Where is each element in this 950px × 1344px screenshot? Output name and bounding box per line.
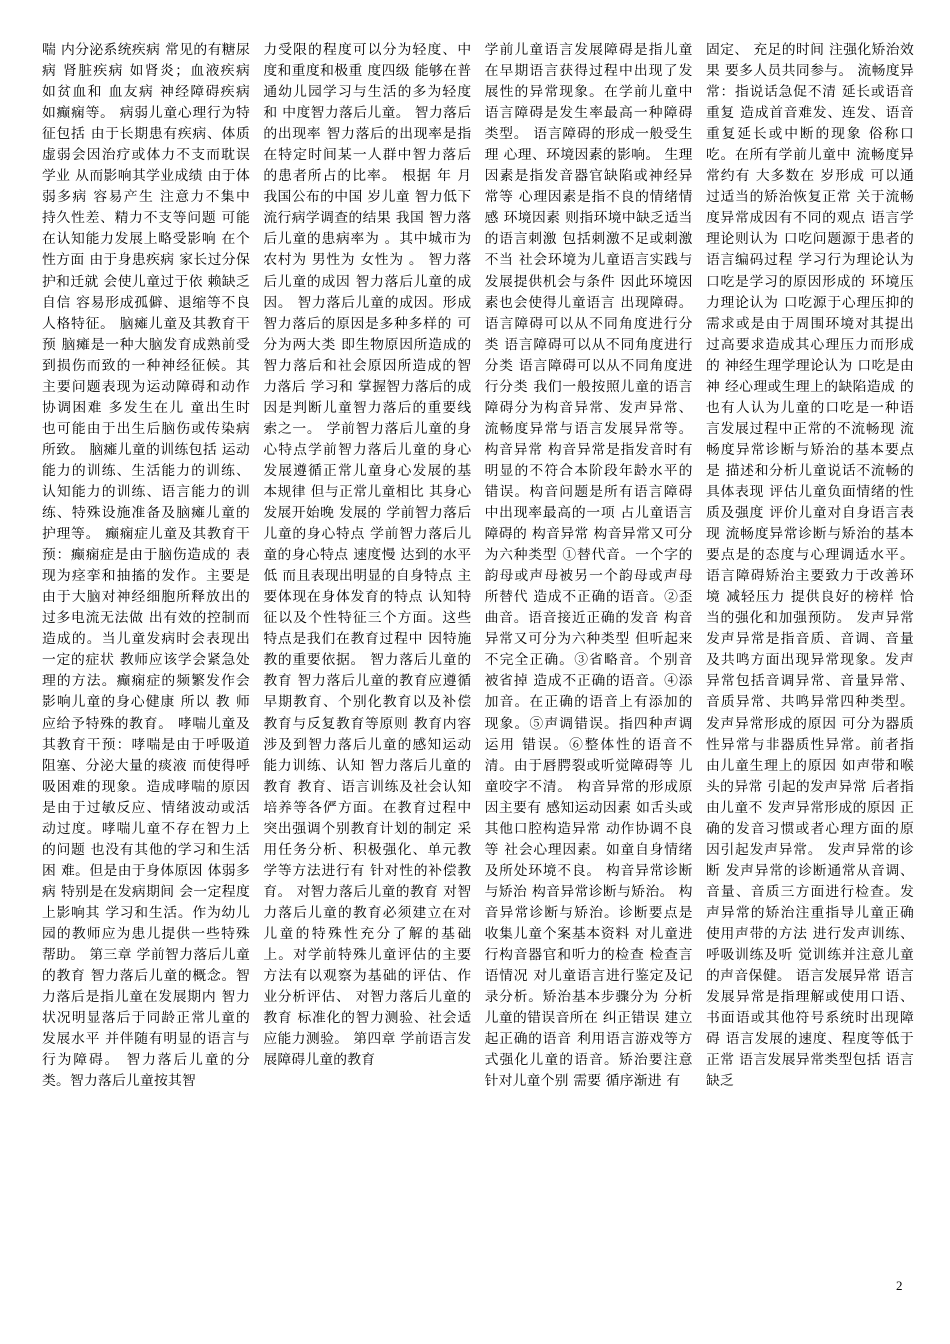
column-2: [263, 40, 471, 1240]
column-3: [485, 40, 693, 1240]
column-4-text: 固定、 充足的时间 注强化矫治效果 要多人员共同参与。 流畅度异常：指说话急促不清 延长或语音重复 造成首音难发、连发、语音重复延长或中断的现象 俗称口吃。在所有学前儿童中 流畅度异 常约有 大多数在 岁形成 可以通过适当的矫治恢复正常 关于流畅度异常成因有不同的观点 语言学理论则认为 口吃问题源于患者的语言编码过程 学习行为理论认为 口吃是学习的原因形成的 环境压力理论认为 口吃源于心理压抑的需求或是由于周围环境对其提出过高要求造成其心理压力而形成的 神经生理学理论认为 口吃是由神 经心理或生理上的缺陷造成 的 也有人认为儿童的口吃是一种语言发展过程中正常的不流畅现 流畅度异常诊断与矫治的基本要点是 描述和分析儿童说话不流畅的具体表现 评估儿童负面情绪的性质及强度 评价儿童对自身语言表现 流畅度异常诊断与矫治的基本要点是的态度与心理调适水平。语言障碍矫治主要致力于改善环境 减轻压力 提供良好的榜样 恰当的强化和加强预防。 发声异常 发声异常是指音质、音调、音量及共鸣方面出现异常现象。发声异常包括音调异常、音量异常、音质异常、共鸣异常四种类型。 发声异常形成的原因 可分为器质性异常与非器质性异常。前者指由儿童生理上的原因 如声带和喉头的异常 引起的发声异常 后者指由儿童不 发声异常形成的原因 正确的发音习惯或者心理方面的原因引起发声异常。 发声异常的诊断 发声异常的诊断通常从音调、音量、音质三方面进行检查。发声异常的矫治注重指导儿童正确使用声带的方法 进行发声训练、呼吸训练及听 觉训练并注意儿童的声音保健。 语言发展异常 语言发展异常是指理解或使用口语、书面语或其他符号系统时出现障碍 语言发展的速度、程度等低于正常 语言发展异常类型包括 语言缺乏: [705, 42, 914, 1090]
text-columns: [42, 40, 914, 1240]
column-3-text: 学前儿童语言发展障碍是指儿童在早期语言获得过程中出现了发展性的异常现象。在学前儿童中 语言障碍是发生率最高一种障碍类型。 语言障碍的形成一般受生理 心理、环境因素的影响。 生理因素是指发音器官缺陷或神经异常等 心理因素是指不良的情绪情感 环境因素 则指环境中缺乏适当的语言刺激 包括刺激不足或刺激不当 社会环境为儿童语言实践与发展提供机会与条件 因此环境因素也会使得儿童语言 出现障碍。 语言障碍可以从不同角度进行分类 语言障碍可以从不同角度进行分类 语言障碍可以从不同角度进行分类 我们一般按照儿童的语言障碍分为构音异常、发声异常、流畅度异常与语言发展异常等。 构音异常 构音异常是指发音时有明显的不符合本阶段年龄水平的错误。构音问题是所有语言障碍中出现率最高的一项 占儿童语言障碍的 构音异常 构音异常又可分为六种类型 ①替代音。一个字的韵母或声母被另一个韵母或声母所替代 造成不正确的语音。②歪曲音。语音接近正确的发音 构音异常又可分为六种类型 但听起来不完全正确。③省略音。个别音被省掉 造成不正确的语音。④添加音。在正确的语音上有添加的现象。⑤声调错误。指四种声调运用 错误。⑥整体性的语音不清。由于唇腭裂或听觉障碍等 儿童咬字不清。 构音异常的形成原因主要有 感知运动因素 如舌头或其他口腔构造异常 动作协调不良等 社会心理因素。如童自身情绪及所处环境不良。 构音异常诊断与矫治 构音异常诊断与矫治。 构音异常诊断与矫治。诊断要点是收集儿童个案基本资料 对儿童进行构音器官和听力的检查 检查言语情况 对儿童语言进行鉴定及记录分析。矫治基本步骤分为 分析儿童的错误音所在 纠正错误 建立起正确的语音 利用语言游戏等方式强化儿童的语音。矫治要注意针对儿童个别 需要 循序渐进 有: [484, 42, 693, 1090]
column-1: [42, 40, 250, 1240]
column-2-text: 力受限的程度可以分为轻度、中度和重度和极重 度四级 能够在普通幼儿园学习与生活的多为轻度和 中度智力落后儿童。 智力落后的出现率 智力落后的出现率是指在特定时间某一人群中智力落后的患者所占的比率。 根据 年 月我国公布的中国 岁儿童 智力低下流行病学调查的结果 我国 智力落后儿童的患病率为 。其中城市为 农村为 男性为 女性为 。 智力落后儿童的成因 智力落后儿童的成因。 智力落后儿童的成因。形成智力落后的原因是多种多样的 可分为两大类 即生物原因所造成的智力落后和社会原因所造成的智力落后 学习和 掌握智力落后的成因是判断儿童智力落后的重要线索之一。 学前智力落后儿童的身心特点学前智力落后儿童的身心发展遵循正常儿童身心发展的基本规律 但与正常儿童相比 其身心发展开始晚 发展的 学前智力落后儿童的身心特点 学前智力落后儿童的身心特点 速度慢 达到的水平低 而且表现出明显的自身特点 主要体现在身体发育的特点 认知特征以及个性特征三个方面。这些特点是我们在教育过程中 因特施教的重要依据。 智力落后儿童的教育 智力落后儿童的教育应遵循早期教育、个别化教育以及补偿教育与反复教育等原则 教育内容涉及到智力落后儿童的感知运动能力训练、认知 智力落后儿童的教育 教育、语言训练及社会认知培养等各俨方面。在教育过程中 突出强调个别教育计划的制定 采用任务分析、积极强化、单元教学等方法进行有 针对性的补偿教育。 对智力落后儿童的教育 对智力落后儿童的教育必须建立在对儿童的特殊性充分了解的基础上。对学前特殊儿童评估的主要方法有以观察为基础的评估、作业分析评估、 对智力落后儿童的教育 标准化的智力测验、社会适应能力测验。 第四章 学前语言发展障碍儿童的教育: [263, 42, 472, 1069]
column-4: [706, 40, 914, 1240]
column-1-text: 喘 内分泌系统疾病 常见的有糖尿病 肾脏疾病 如肾炎；血液疾病 如贫血和 血友病 神经障碍疾病 如癫痫等。 病弱儿童心理行为特征包括 由于长期患有疾病、体质虚弱会因治疗或体力不支而耽误学业 从而影响其学业成绩 由于体弱多病 容易产生 注意力不集中 持久性差、精力不支等问题 可能在认知能力发展上略受影响 在个性方面 由于身患疾病 家长过分保护和迁就 会使儿童过于依 赖缺乏自信 容易形成孤僻、退缩等不良人格特征。 脑瘫儿童及其教育干预 脑瘫是一种大脑发育成熟前受到损伤而致的一种神经征候。其主要问题表现为运动障碍和动作协调困难 多发生在儿 童出生时 也可能由于出生后脑伤或传染病所致。 脑瘫儿童的训练包括 运动能力的训练、生活能力的训练、认知能力的训练、语言能力的训练、特殊设施准备及脑瘫儿童的护理等。 癫痫症儿童及其教育干预：癫痫症是由于脑伤造成的 表现为痉挛和抽搐的发作。主要是由于大脑对神经细胞所释放出的过多电流无法做 出有效的控制而造成的。当儿童发病时会表现出一定的症状 教师应该学会紧急处理的方法。癫痫症的频繁发作会影响儿童的身心健康 所以 教 师应给予特殊的教育。 哮喘儿童及其教育干预：哮喘是由于呼吸道阻塞、分泌大量的痰液 而使得呼吸困难的现象。造成哮喘的原因是由于过敏反应、情绪波动或活动过度。哮喘儿童不存在智力上的问题 也没有其他的学习和生活困 难。但是由于身体原因 体弱多病 特别是在发病期间 会一定程度上影响其 学习和生活。作为幼儿园的教师应为患儿提供一些特殊帮助。 第三章 学前智力落后儿童的教育 智力落后儿童的概念。智力落后是指儿童在发展期内 智力状况明显落后于同龄正常儿童的发展水平 并伴随有明显的语言与行为障碍。 智力落后儿童的分类。智力落后儿童按其智: [42, 42, 250, 1090]
page-number: 2: [896, 1278, 903, 1293]
